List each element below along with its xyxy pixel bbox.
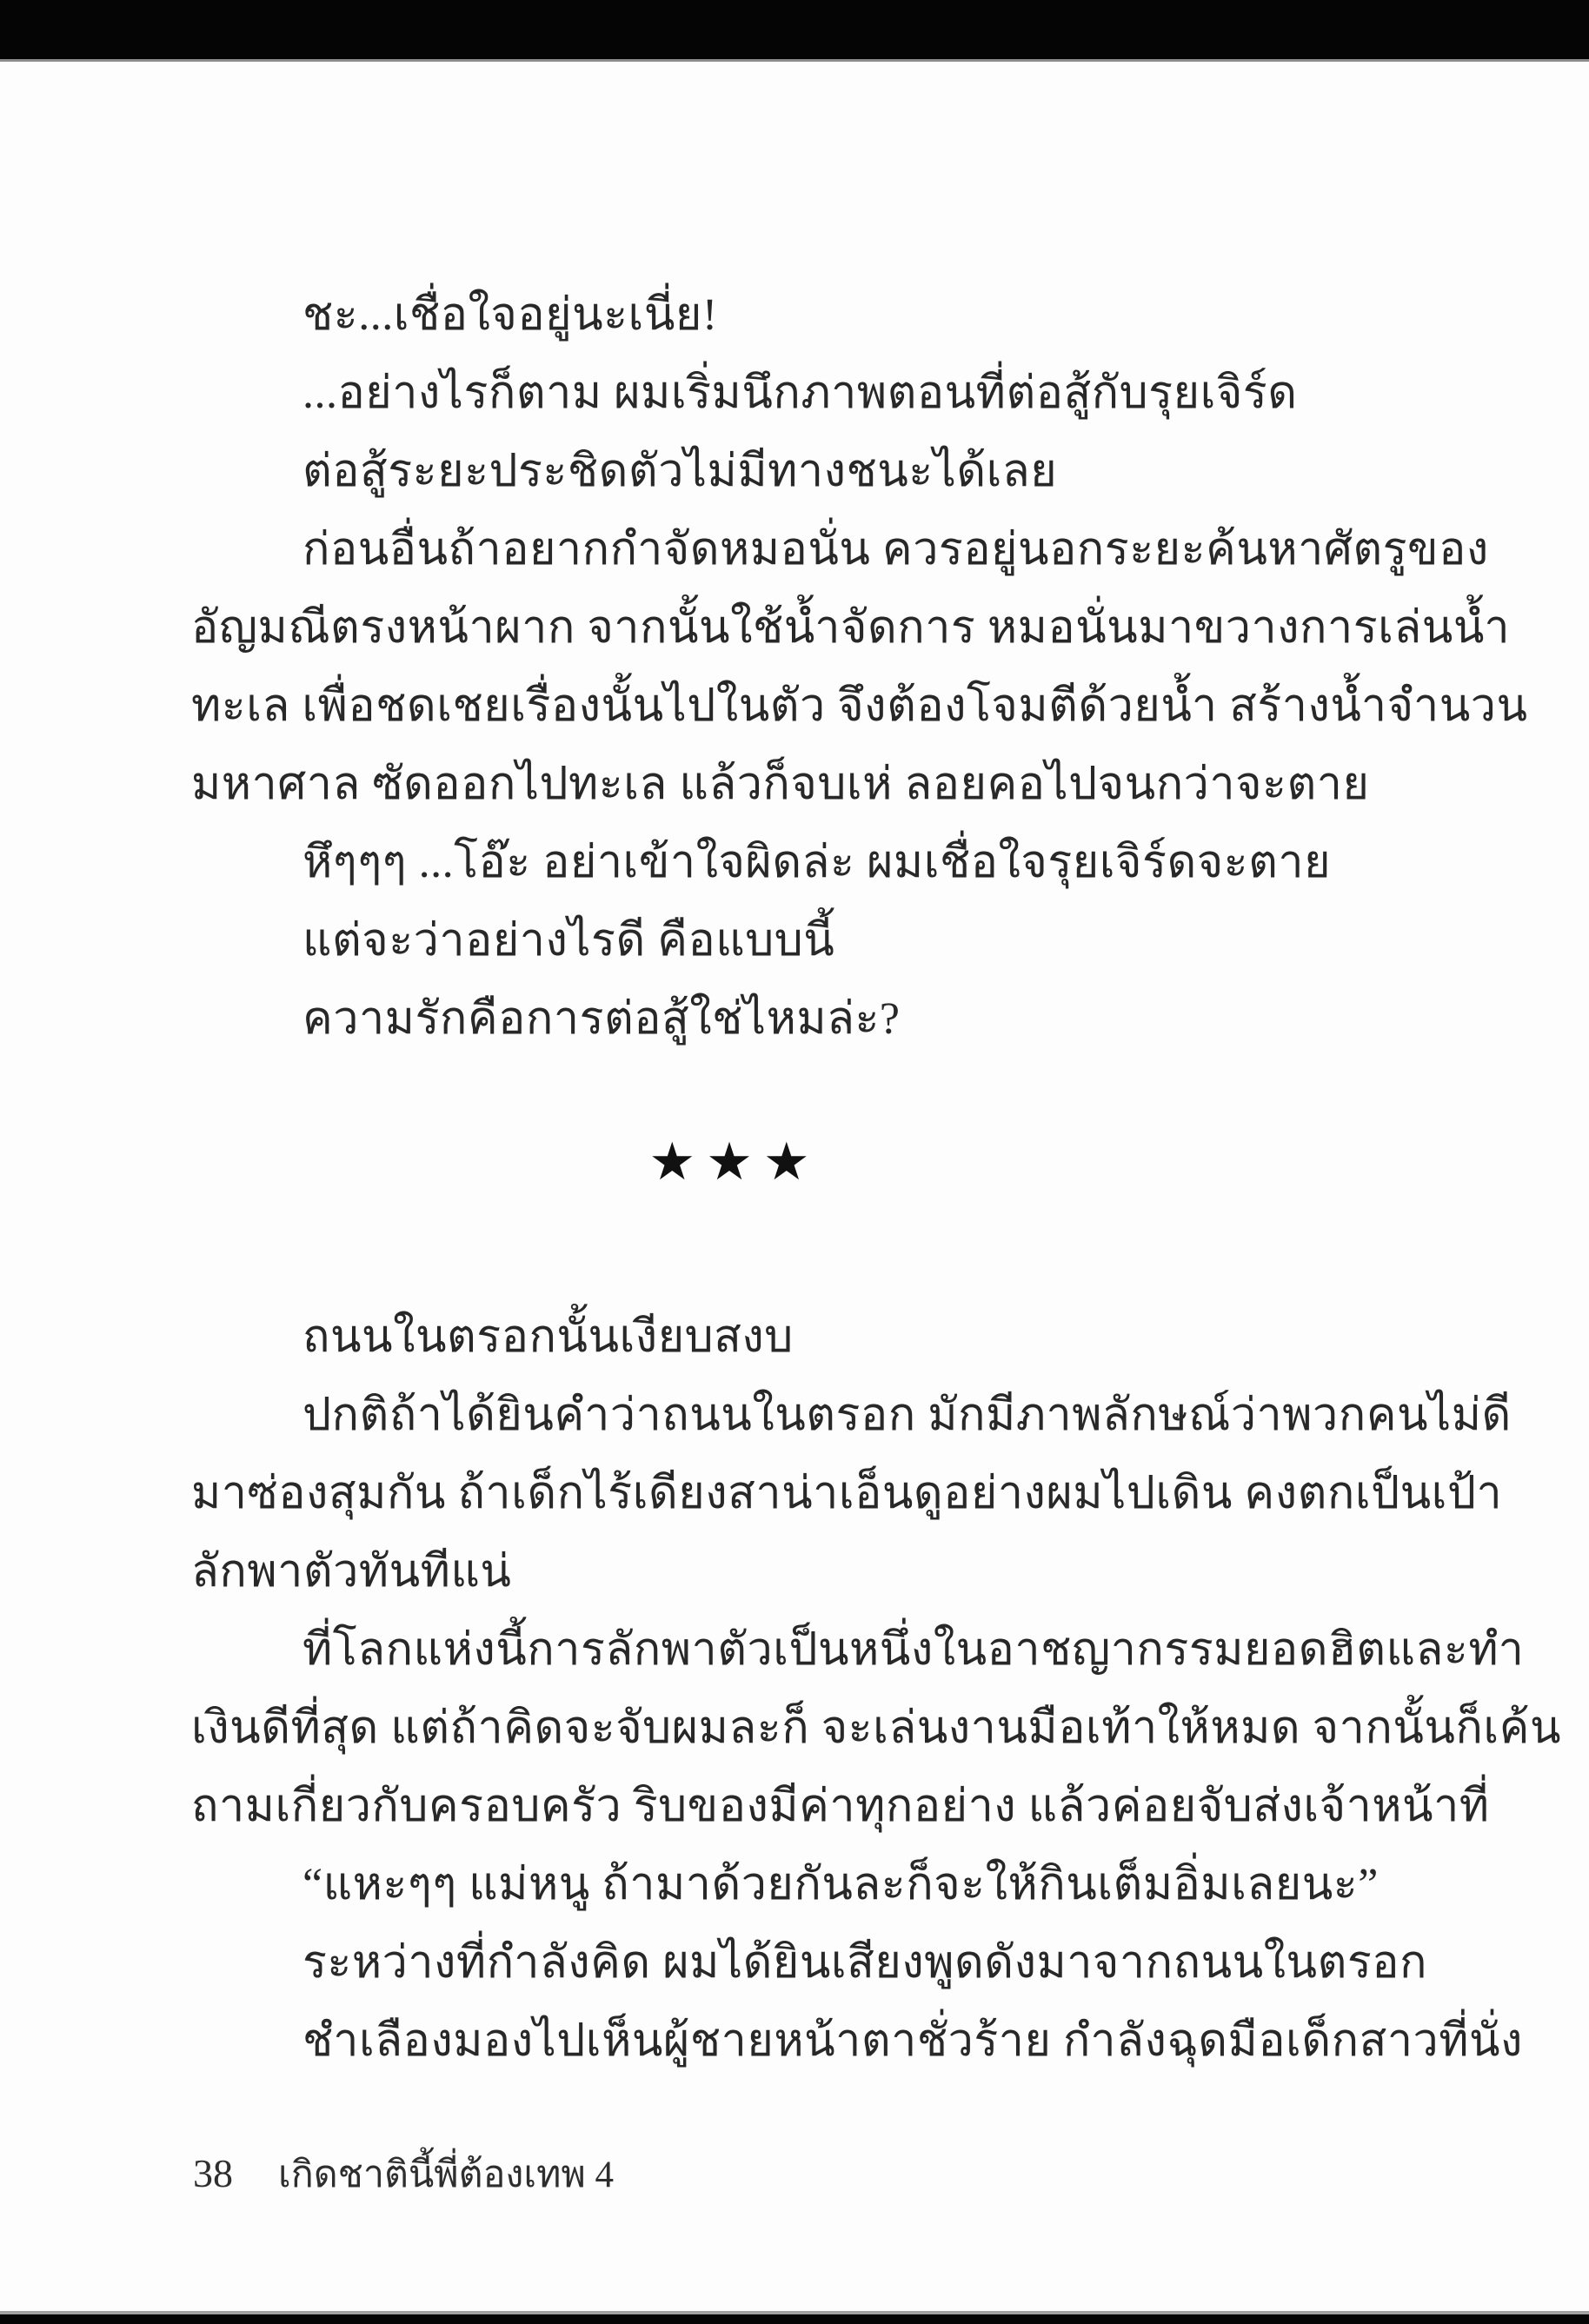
- paragraph-section-1: [191, 276, 1528, 1059]
- text-line: ทะเล เพื่อชดเชยเรื่องนั้นไปในตัว จึงต้องโจมตีด้วยน้ำ สร้างน้ำจำนวน: [191, 681, 1528, 731]
- bottom-letterbox-bar: [0, 2311, 1589, 2324]
- page-footer: [193, 2143, 614, 2204]
- text-line: ...อย่างไรก็ตาม ผมเริ่มนึกภาพตอนที่ต่อสู้กับรุยเจิร์ด: [303, 369, 1298, 418]
- text-line: ปกติถ้าได้ยินคำว่าถนนในตรอก มักมีภาพลักษณ์ว่าพวกคนไม่ดี: [303, 1391, 1512, 1440]
- text-line: เงินดีที่สุด แต่ถ้าคิดจะจับผมละก็ จะเล่นงานมือเท้าให้หมด จากนั้นก็เค้น: [191, 1703, 1561, 1753]
- page-number: 38: [193, 2151, 233, 2195]
- text-line: ที่โลกแห่งนี้การลักพาตัวเป็นหนึ่งในอาชญากรรมยอดฮิตและทำ: [303, 1625, 1525, 1675]
- text-line: มาซ่องสุมกัน ถ้าเด็กไร้เดียงสาน่าเอ็นดูอย่างผมไปเดิน คงตกเป็นเป้า: [191, 1469, 1503, 1518]
- text-line: ถามเกี่ยวกับครอบครัว ริบของมีค่าทุกอย่าง แล้วค่อยจับส่งเจ้าหน้าที่: [191, 1782, 1490, 1831]
- text-line: ชำเลืองมองไปเห็นผู้ชายหน้าตาชั่วร้าย กำลังฉุดมือเด็กสาวที่นั่ง: [303, 2016, 1523, 2066]
- text-line: แต่จะว่าอย่างไรดี คือแบบนี้: [303, 916, 835, 966]
- text-line: ลักพาตัวทันทีแน่: [191, 1547, 512, 1597]
- text-line: ก่อนอื่นถ้าอยากกำจัดหมอนั่น ควรอยู่นอกระยะค้นหาศัตรูของ: [303, 525, 1489, 574]
- paragraph-section-2: [191, 1298, 1561, 2081]
- book-title: เกิดชาตินี้พี่ต้องเทพ 4: [278, 2155, 615, 2195]
- section-break-stars-icon: ★★★: [648, 1133, 821, 1191]
- text-line: มหาศาล ซัดออกไปทะเล แล้วก็จบเห่ ลอยคอไปจนกว่าจะตาย: [191, 760, 1370, 809]
- text-line: ความรักคือการต่อสู้ใช่ไหมล่ะ?: [303, 994, 901, 1044]
- text-line: “แหะๆๆ แม่หนู ถ้ามาด้วยกันละก็จะให้กินเต็มอิ่มเลยนะ”: [303, 1860, 1379, 1909]
- text-line: อัญมณีตรงหน้าผาก จากนั้นใช้น้ำจัดการ หมอนั่นมาขวางการเล่นน้ำ: [191, 603, 1511, 653]
- text-line: ระหว่างที่กำลังคิด ผมได้ยินเสียงพูดดังมาจากถนนในตรอก: [303, 1938, 1428, 1988]
- top-letterbox-bar: [0, 0, 1589, 62]
- text-line: ถนนในตรอกนั้นเงียบสงบ: [303, 1312, 794, 1362]
- text-line: ต่อสู้ระยะประชิดตัวไม่มีทางชนะได้เลย: [303, 447, 1058, 496]
- text-line: ชะ...เชื่อใจอยู่นะเนี่ย!: [303, 290, 718, 340]
- text-line: หึๆๆๆ ...โอ๊ะ อย่าเข้าใจผิดล่ะ ผมเชื่อใจรุยเจิร์ดจะตาย: [303, 838, 1332, 887]
